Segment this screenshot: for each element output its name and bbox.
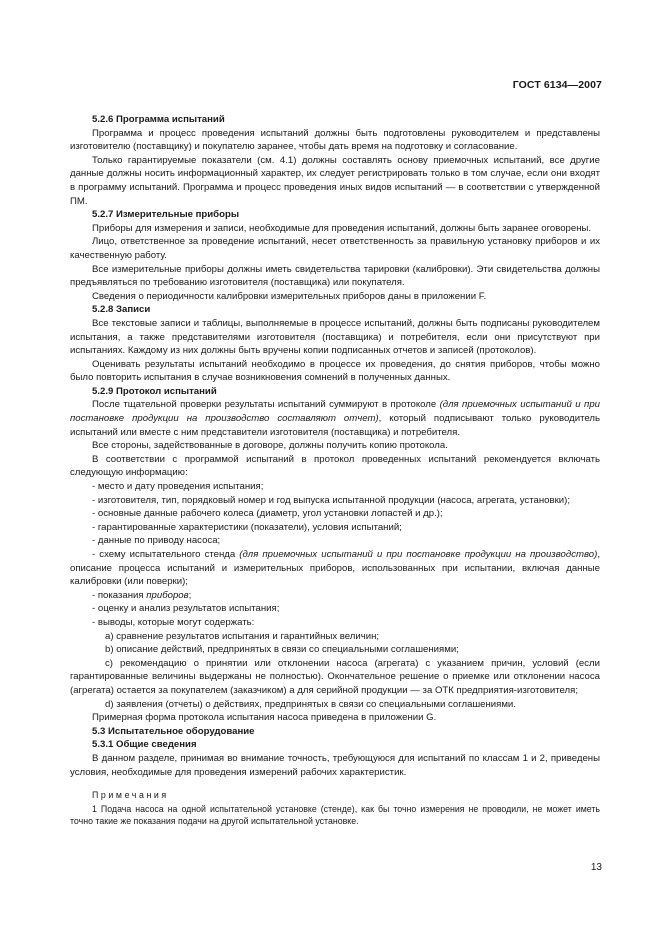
paragraph: Сведения о периодичности калибровки измерительных приборов даны в приложении F. bbox=[92, 290, 487, 302]
note: 1 Подача насоса на одной испытательной установке (стенде), как бы точно измерения не проводили, не может иметь точно такие же показания подачи на другой испытательной установке. bbox=[70, 803, 600, 827]
paragraph: Все стороны, задействованные в договоре, должны получить копию протокола. bbox=[92, 440, 448, 452]
section-5-3-1-title: 5.3.1 Общие сведения bbox=[92, 739, 197, 751]
text-run: , который подписывают только руководитель испытаний или вместе с ним представители изготовителя (поставщика) и потребителя. bbox=[70, 413, 601, 438]
list-item: - выводы, которые могут содержать: bbox=[92, 616, 255, 628]
document-body bbox=[70, 113, 600, 828]
italic-run: (для приемочных испытаний и при постановке продукции на производство) bbox=[239, 549, 598, 560]
standard-header: ГОСТ 6134—2007 bbox=[512, 79, 602, 91]
sub-item: а) сравнение результатов испытания и гарантийных величин; bbox=[105, 630, 380, 642]
list-item: - изготовителя, тип, порядковый номер и год выпуска испытанной продукции (насоса, агрегата, установки); bbox=[92, 494, 570, 506]
sub-item: b) описание действий, предпринятых в связи со специальными соглашениями; bbox=[105, 644, 459, 656]
text-run: ; bbox=[188, 589, 192, 601]
list-item: - место и дату проведения испытания; bbox=[92, 481, 264, 493]
section-5-3-title: 5.3 Испытательное оборудование bbox=[92, 725, 255, 737]
text-run: - схему испытательного стенда bbox=[92, 549, 240, 560]
page-number: 13 bbox=[590, 862, 602, 873]
paragraph: Приборы для измерения и записи, необходимые для проведения испытаний, должны быть заранее оговорены. bbox=[92, 222, 592, 234]
list-item bbox=[70, 548, 600, 589]
list-item: - гарантированные характеристики (показатели), условия испытаний; bbox=[92, 521, 402, 533]
list-item: - основные данные рабочего колеса (диаметр, угол установки лопастей и др.); bbox=[92, 508, 443, 520]
italic-run: приборов bbox=[146, 589, 189, 601]
paragraph: Примерная форма протокола испытания насоса приведена в приложении G. bbox=[92, 712, 437, 724]
paragraph: Программа и процесс проведения испытаний должны быть подготовлены руководителем и представлены изготовителю (поставщику) и покупателю заранее, чтобы дать время на подготовку и согласование. bbox=[70, 127, 600, 153]
section-5-2-7-title: 5.2.7 Измерительные приборы bbox=[92, 209, 240, 221]
paragraph: Все текстовые записи и таблицы, выполняемые в процессе испытаний, должны быть подписаны руководителем испытания, а также представителями изготовителя (поставщика) и потребителя, если они присутствуют при испытаниях. Каждому из них должны быть вручены копии подписанных отчетов и записей (протоколов). bbox=[70, 317, 600, 357]
text-run: - показания bbox=[92, 589, 147, 601]
section-5-2-6-title: 5.2.6 Программа испытаний bbox=[92, 114, 225, 125]
list-item: - оценку и анализ результатов испытания; bbox=[92, 603, 280, 615]
section-5-2-9-title: 5.2.9 Протокол испытаний bbox=[92, 385, 217, 397]
text-run: , описание процесса испытаний и измерительных приборов, использованных при испытании, включая данные калибровки (или поверки); bbox=[70, 549, 600, 588]
paragraph bbox=[70, 398, 600, 439]
paragraph: Все измерительные приборы должны иметь свидетельства тарировки (калибровки). Эти свидетельства должны предъявляться по требованию изготовителя (поставщика) или покупателя. bbox=[70, 263, 600, 289]
italic-run: (для приемочных испытаний и при постановке продукции на производство составляют отчет) bbox=[70, 399, 600, 425]
sub-item: с) рекомендацию о принятии или отклонении насоса (агрегата) с указанием причин, условий (если гарантированные величины выдержаны не полностью). Окончательное решение о приемке или отклонении насоса (агрегата) остается за покупателем (заказчиком) а для серийной продукции — за ОТК предприятия-изготовителя; bbox=[70, 657, 600, 696]
paragraph: Оценивать результаты испытаний необходимо в процессе их проведения, до снятия приборов, чтобы можно было повторить испытания в случае возникновения сомнений в полученных данных. bbox=[70, 358, 600, 384]
paragraph: В данном разделе, принимая во внимание точность, требующуюся для испытаний по классам 1 и 2, приведены условия, необходимые для проведения измерений рабочих характеристик. bbox=[70, 752, 600, 778]
paragraph: В соответствии с программой испытаний в протокол проведенных испытаний рекомендуется включать следующую информацию: bbox=[70, 453, 600, 479]
paragraph: Лицо, ответственное за проведение испытаний, несет ответственность за правильную установку приборов и их качественную работу. bbox=[70, 236, 600, 261]
notes-title: Примечания bbox=[92, 790, 169, 801]
section-5-2-8-title: 5.2.8 Записи bbox=[92, 304, 151, 316]
list-item bbox=[70, 589, 600, 603]
sub-item: d) заявления (отчеты) о действиях, предпринятых в связи со специальными соглашениями. bbox=[105, 698, 516, 710]
text-run: После тщательной проверки результаты испытаний суммируют в протоколе bbox=[92, 399, 440, 411]
paragraph: Только гарантируемые показатели (см. 4.1) должны составлять основу приемочных испытаний, все другие данные должны носить информационный характер, их следует регистрировать только в том случае, если они входят в программу испытаний. Программа и процесс проведения иных видов испытаний — в соответствии с утвержденной ПМ. bbox=[70, 154, 600, 207]
list-item: - данные по приводу насоса; bbox=[92, 535, 221, 547]
